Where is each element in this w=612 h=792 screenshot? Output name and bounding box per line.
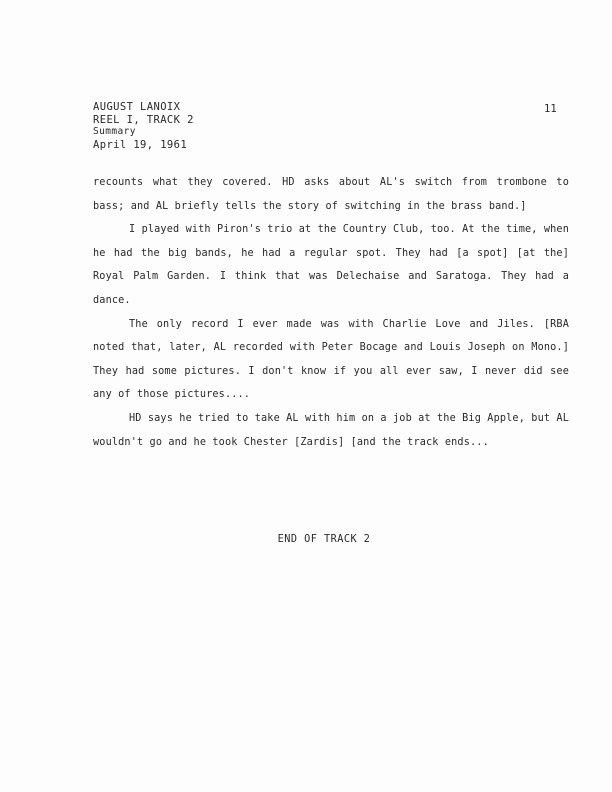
document-body <box>93 171 569 454</box>
page-number: 11 <box>544 103 557 115</box>
interview-date: April 19, 1961 <box>93 138 188 151</box>
end-of-track-label: END OF TRACK 2 <box>277 534 371 545</box>
reel-track: REEL I, TRACK 2 <box>93 113 194 126</box>
paragraph: I played with Piron's trio at the Country Club, too. At the time, when he had the big bands, he had a regular spot. They had [a spot] [at the] Royal Palm Garden. I think that was Delechaise and Saratoga. They had a dance. <box>93 224 569 306</box>
document-type: Summary <box>93 126 136 137</box>
interviewee-name: AUGUST LANOIX <box>93 101 181 113</box>
paragraph: The only record I ever made was with Charlie Love and Jiles. [RBA noted that, later, AL recorded with Peter Bocage and Louis Joseph on Mono.] They had some pictures. I don't know if you all ever saw, I never did see any of those pictures.... <box>93 318 569 401</box>
paragraph: HD says he tried to take AL with him on a job at the Big Apple, but AL wouldn't go and he took Chester [Zardis] [and the track ends... <box>93 412 569 448</box>
paragraph: recounts what they covered. HD asks about AL's switch from trombone to bass; and AL briefly tells the story of switching in the brass band.] <box>93 177 569 212</box>
document-header <box>93 101 194 151</box>
